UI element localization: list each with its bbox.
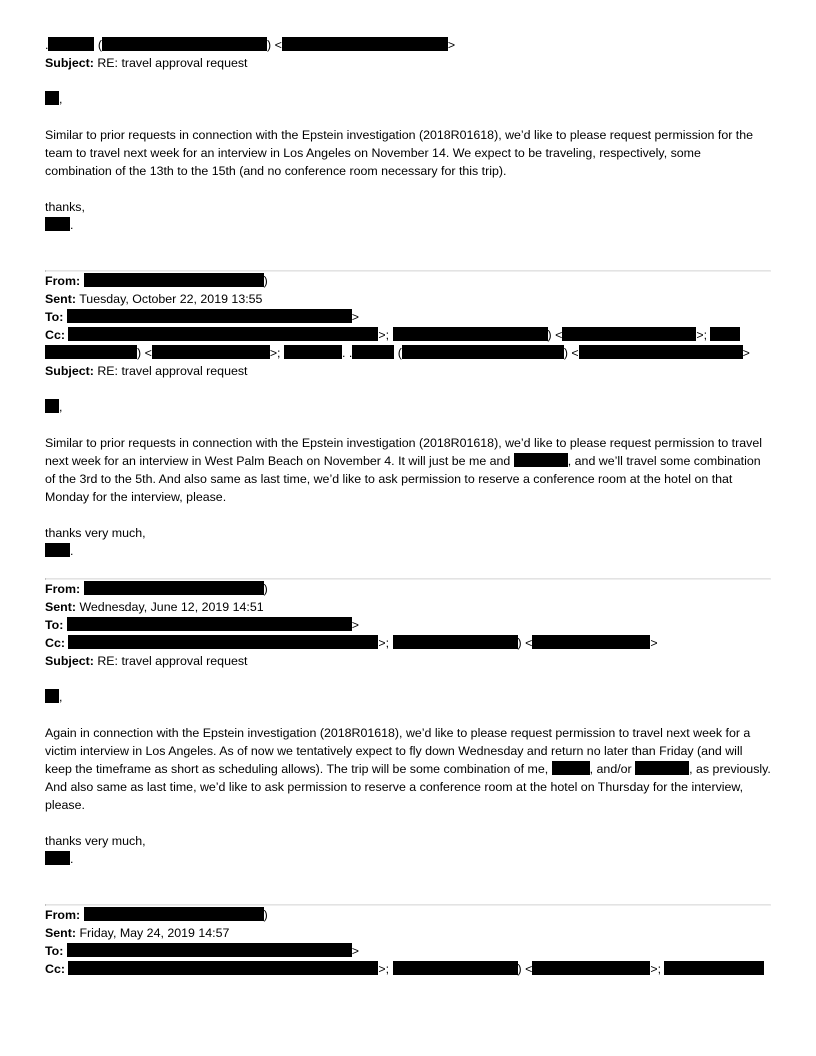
greeting: , bbox=[45, 90, 771, 108]
body-text: Again in connection with the Epstein investigation (2018R01618), we’d like to please request permission to travel next week for a victim interview in Los Angeles. As of now we tentatively expect to fly down Wednesday and return no later than Friday (and will keep the timeframe as short as scheduling allows). The trip will be some combination of me, bbox=[45, 726, 751, 776]
body-text: , as previously. And also same as last time, we’d like to ask permission to reserve a conference room at the hotel on Thursday for the interview, please. bbox=[45, 762, 771, 812]
subject-value: RE: travel approval request bbox=[97, 56, 248, 70]
redaction bbox=[352, 345, 394, 359]
redaction bbox=[635, 761, 689, 775]
subject-label: Subject: bbox=[45, 56, 94, 70]
redaction bbox=[68, 327, 378, 341]
from-label: From: bbox=[45, 582, 81, 596]
cc-label: Cc: bbox=[45, 962, 65, 976]
redaction bbox=[579, 345, 743, 359]
redaction bbox=[67, 309, 352, 323]
top-subject-line bbox=[45, 54, 771, 72]
redaction bbox=[532, 961, 650, 975]
email3-cc: Cc: >; ) < > bbox=[45, 636, 658, 650]
sent-value: Tuesday, October 22, 2019 13:55 bbox=[79, 292, 263, 306]
from-label: From: bbox=[45, 908, 81, 922]
sent-label: Sent: bbox=[45, 292, 76, 306]
email-thread bbox=[45, 36, 771, 978]
to-label: To: bbox=[45, 944, 64, 958]
email1-body: Similar to prior requests in connection with the Epstein investigation (2018R01618), we’d like to please request permission for the team to travel next week for an interview in Los Angeles on November 14. We expect to be traveling, respectively, some combination of the 13th to the 15th (and no conference room necessary for this trip). bbox=[45, 128, 754, 178]
greeting: , bbox=[45, 688, 771, 706]
from-label: From: bbox=[45, 274, 81, 288]
redaction bbox=[45, 851, 70, 865]
sent-value: Friday, May 24, 2019 14:57 bbox=[79, 926, 230, 940]
body-text: , and/or bbox=[589, 762, 632, 776]
to-label: To: bbox=[45, 618, 64, 632]
email4-from: From: ) bbox=[45, 908, 268, 922]
sent-label: Sent: bbox=[45, 926, 76, 940]
subject-label: Subject: bbox=[45, 654, 94, 668]
email2-cc-cont: ) < >; . . ( ) < > bbox=[45, 344, 771, 362]
redaction bbox=[393, 327, 548, 341]
top-from-line: . ( ) < > bbox=[45, 38, 456, 52]
email3-sent bbox=[45, 598, 771, 616]
email2-cc: Cc: >; ) < >; bbox=[45, 326, 771, 344]
signature: . bbox=[45, 542, 771, 560]
email2-subject bbox=[45, 362, 771, 380]
redaction bbox=[68, 635, 378, 649]
redaction bbox=[532, 635, 650, 649]
redaction bbox=[514, 453, 568, 467]
redaction bbox=[45, 91, 59, 105]
email3-from: From: ) bbox=[45, 582, 268, 596]
email2-to: To: > bbox=[45, 310, 360, 324]
redaction bbox=[552, 761, 590, 775]
email1-closing: thanks, bbox=[45, 200, 85, 214]
redaction bbox=[710, 327, 740, 341]
body-text: , and we’ll travel some combination of the 3rd to the 5th. And also same as last time, we’d like to ask permission to reserve a conference room at the hotel on that Monday for the interview, please. bbox=[45, 454, 761, 504]
redaction bbox=[45, 543, 70, 557]
redaction bbox=[402, 345, 564, 359]
email4-sent bbox=[45, 924, 771, 942]
subject-label: Subject: bbox=[45, 364, 94, 378]
redaction bbox=[84, 273, 264, 287]
redaction bbox=[67, 943, 352, 957]
redaction bbox=[284, 345, 342, 359]
cc-label: Cc: bbox=[45, 328, 65, 342]
email3-to: To: > bbox=[45, 618, 360, 632]
subject-value: RE: travel approval request bbox=[97, 654, 248, 668]
redaction bbox=[393, 635, 518, 649]
redaction bbox=[102, 37, 267, 51]
redaction bbox=[84, 907, 264, 921]
redaction bbox=[48, 37, 94, 51]
to-label: To: bbox=[45, 310, 64, 324]
sent-label: Sent: bbox=[45, 600, 76, 614]
redaction bbox=[45, 399, 59, 413]
redaction bbox=[45, 345, 137, 359]
email2-sent bbox=[45, 290, 771, 308]
redaction bbox=[664, 961, 764, 975]
signature: . bbox=[45, 216, 771, 234]
redaction bbox=[152, 345, 270, 359]
subject-value: RE: travel approval request bbox=[97, 364, 248, 378]
redaction bbox=[45, 689, 59, 703]
sent-value: Wednesday, June 12, 2019 14:51 bbox=[79, 600, 264, 614]
greeting: , bbox=[45, 398, 771, 416]
email4-cc: Cc: >; ) < >; bbox=[45, 960, 771, 978]
redaction bbox=[282, 37, 448, 51]
email3-body bbox=[45, 724, 771, 814]
email3-closing: thanks very much, bbox=[45, 834, 146, 848]
redaction bbox=[562, 327, 696, 341]
email3-subject bbox=[45, 652, 771, 670]
email2-body bbox=[45, 434, 771, 506]
signature: . bbox=[45, 850, 771, 868]
redaction bbox=[45, 217, 70, 231]
cc-label: Cc: bbox=[45, 636, 65, 650]
redaction bbox=[84, 581, 264, 595]
email2-from: From: ) bbox=[45, 274, 268, 288]
redaction bbox=[393, 961, 518, 975]
redaction bbox=[67, 617, 352, 631]
redaction bbox=[68, 961, 378, 975]
email2-closing: thanks very much, bbox=[45, 526, 146, 540]
body-text: Similar to prior requests in connection with the Epstein investigation (2018R01618), we’d like to please request permission to travel next week for an interview in West Palm Beach on November 4. It will just be me and bbox=[45, 436, 762, 468]
email4-to: To: > bbox=[45, 944, 360, 958]
